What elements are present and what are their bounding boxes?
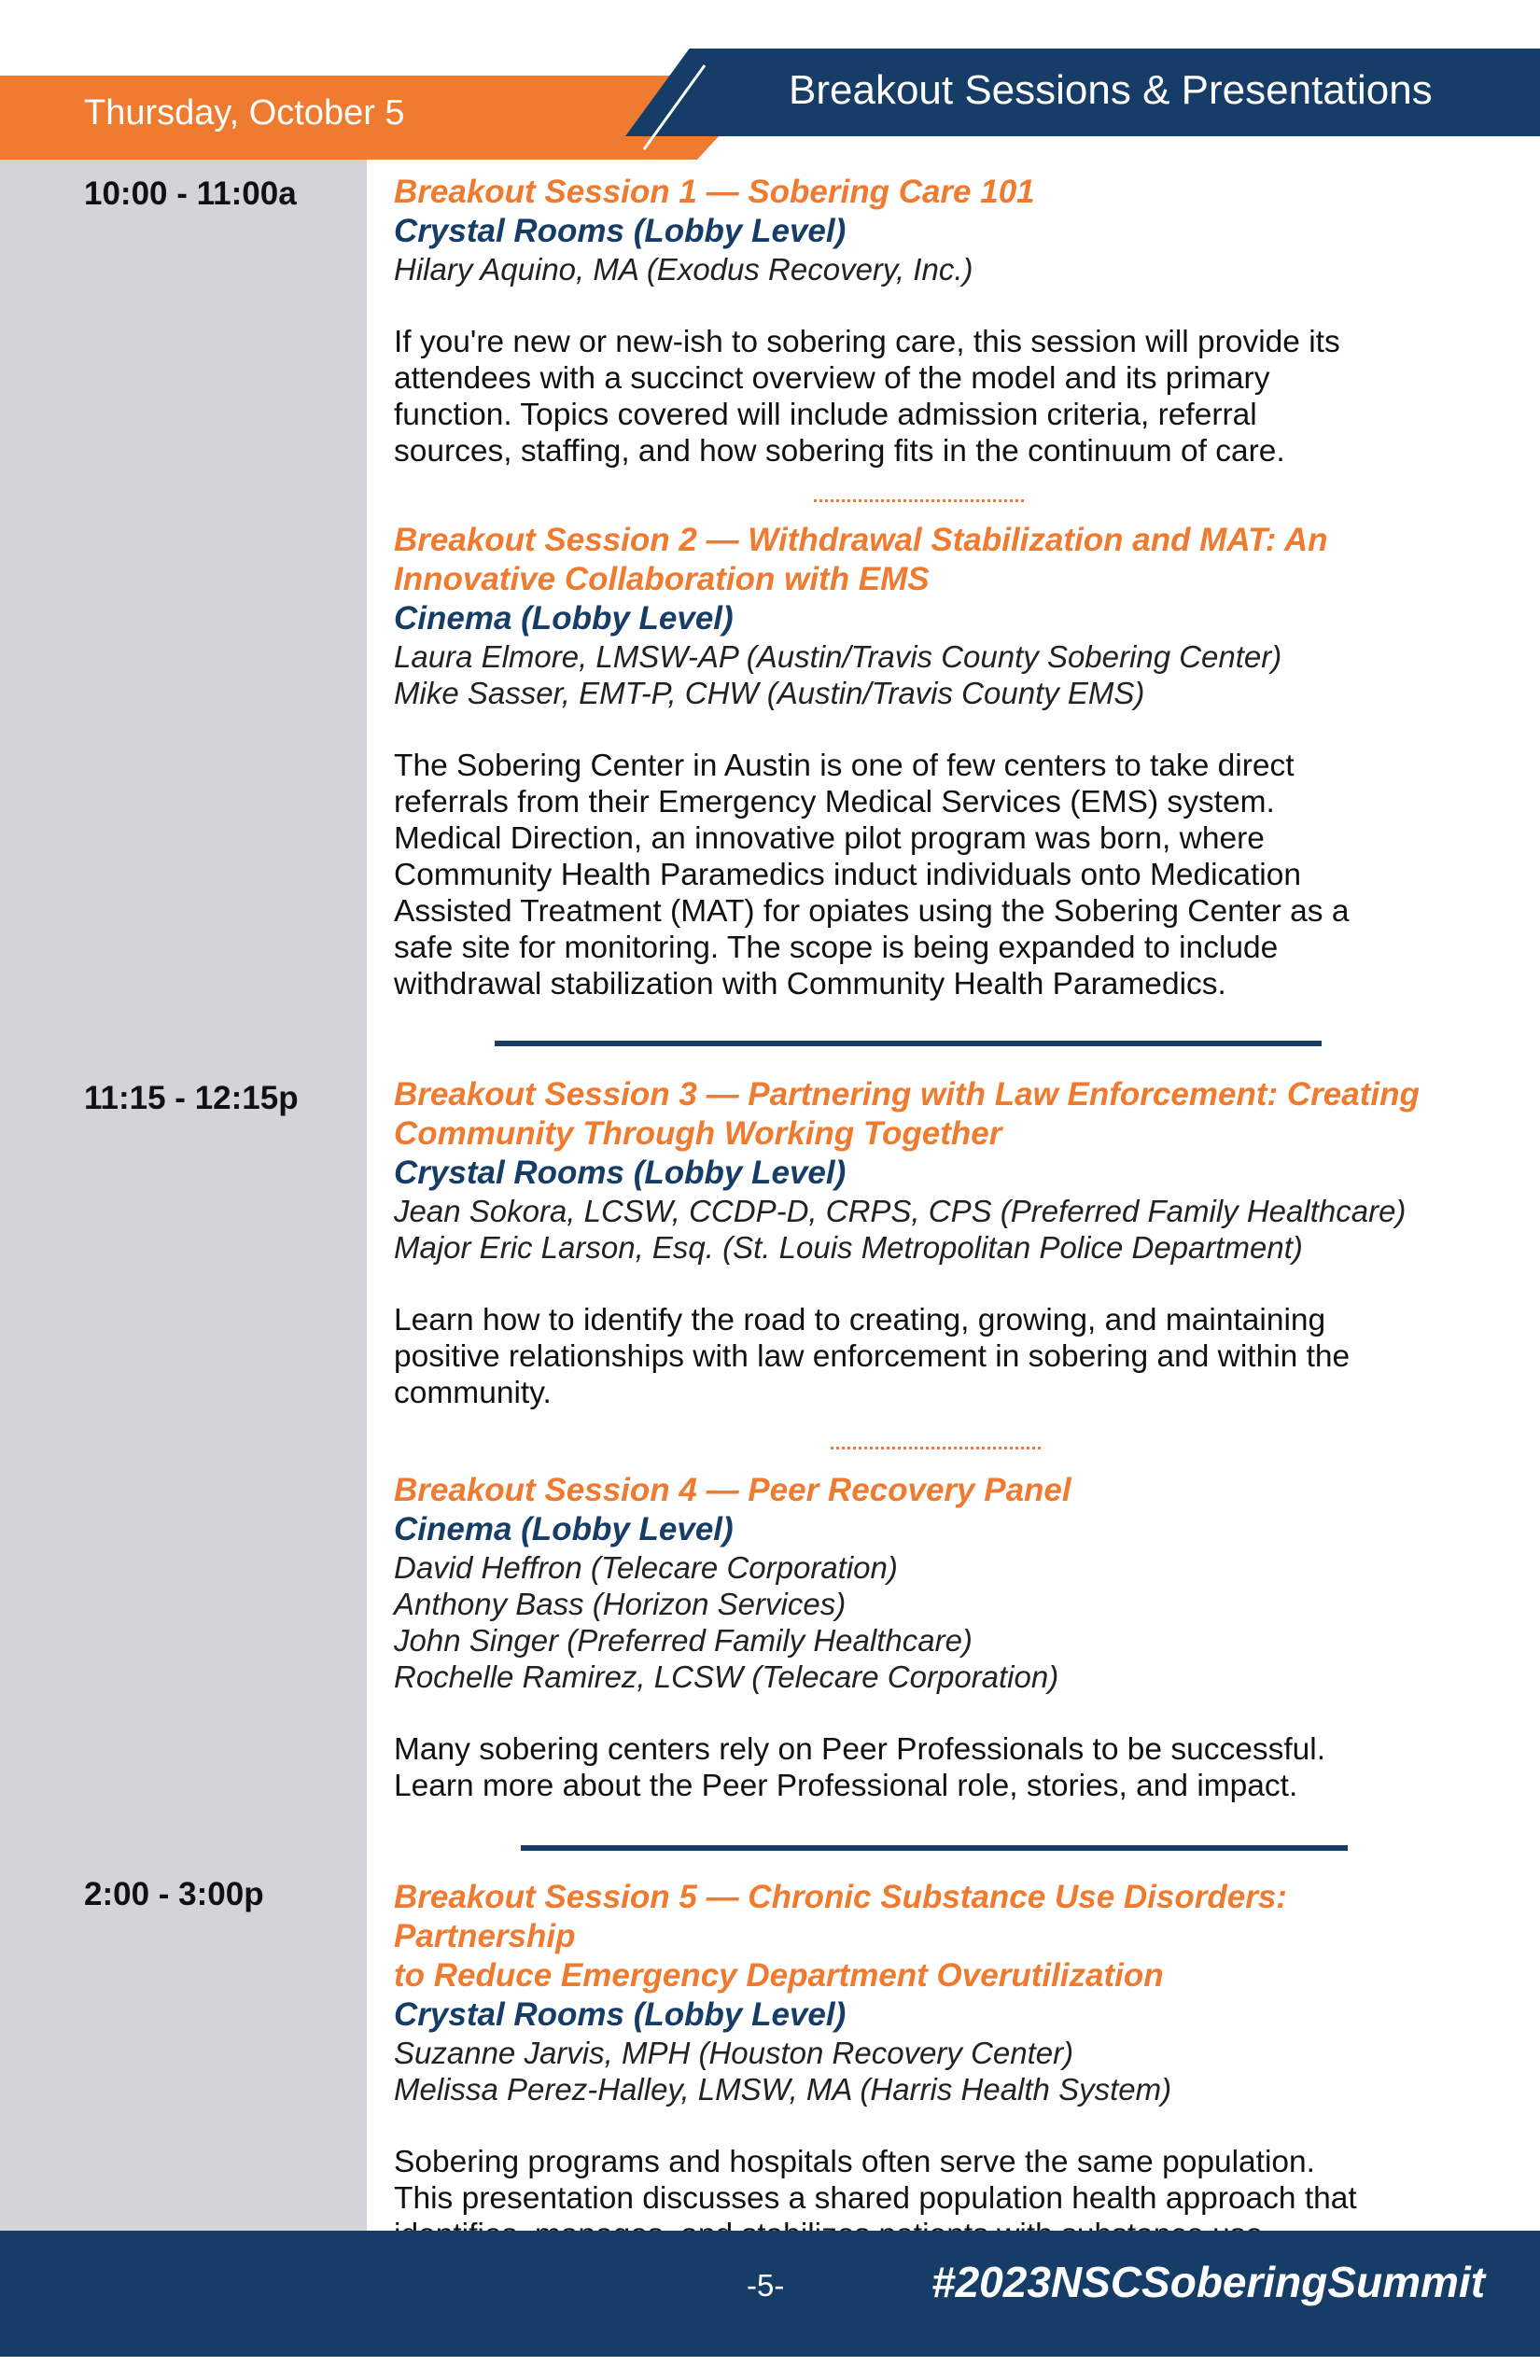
session-presenter: Rochelle Ramirez, LCSW (Telecare Corporation): [394, 1659, 1059, 1694]
session-presenter: Mike Sasser, EMT-P, CHW (Austin/Travis County EMS): [394, 676, 1145, 710]
session-presenter: Melissa Perez-Halley, LMSW, MA (Harris Health System): [394, 2072, 1172, 2107]
session-1: [394, 173, 1458, 469]
time-slot-3: 2:00 - 3:00p: [84, 1876, 264, 1912]
session-room: Cinema (Lobby Level): [394, 1511, 734, 1547]
session-presenter: Major Eric Larson, Esq. (St. Louis Metropolitan Police Department): [394, 1230, 1303, 1265]
event-hashtag: #2023NSCSoberingSummit: [931, 2258, 1486, 2306]
session-title: Breakout Session 4 — Peer Recovery Panel: [394, 1472, 1071, 1508]
page-number: -5-: [747, 2268, 785, 2303]
time-column-background: [0, 159, 367, 2231]
session-4: [394, 1471, 1458, 1804]
time-slot-2: 11:15 - 12:15p: [84, 1080, 299, 1116]
session-3: [394, 1075, 1458, 1411]
session-presenter: David Heffron (Telecare Corporation): [394, 1550, 898, 1585]
session-2: [394, 521, 1458, 1002]
time-slot-1: 10:00 - 11:00a: [84, 175, 297, 212]
session-separator-dotted: [831, 1447, 1041, 1449]
session-presenter: Jean Sokora, LCSW, CCDP-D, CRPS, CPS (Preferred Family Healthcare): [394, 1194, 1407, 1228]
session-title: Breakout Session 3 — Partnering with Law Enforcement: Creating Community Through Working Together: [394, 1076, 1420, 1152]
session-description: If you're new or new-ish to sobering care, this session will provide its attendees with a succinct overview of the model and its primary function. Topics covered will include admission criteria, referral sources, staffing, and how sobering fits in the continuum of care.: [394, 325, 1340, 469]
session-description: Learn how to identify the road to creating, growing, and maintaining positive relationships with law enforcement in sobering and within the community.: [394, 1303, 1351, 1410]
session-presenter: Suzanne Jarvis, MPH (Houston Recovery Center): [394, 2036, 1074, 2070]
session-5: [394, 1878, 1458, 2253]
session-description: The Sobering Center in Austin is one of few centers to take direct referrals from their Emergency Medical Services (EMS) system. Medical Direction, an innovative pilot program was born, where Community Health Paramedics induct individuals onto Medication Assisted Treatment (MAT) for opiates using the Sobering Center as a safe site for monitoring. The scope is being expanded to include withdrawal stabilization with Community Health Paramedics.: [394, 749, 1350, 1001]
session-room: Cinema (Lobby Level): [394, 600, 734, 637]
session-presenter: Hilary Aquino, MA (Exodus Recovery, Inc.): [394, 252, 973, 287]
header-title: Breakout Sessions & Presentations: [789, 67, 1433, 113]
session-presenter: Anthony Bass (Horizon Services): [394, 1587, 847, 1621]
session-title: Breakout Session 2 — Withdrawal Stabilization and MAT: An Innovative Collaboration with EMS: [394, 522, 1328, 597]
header-day: Thursday, October 5: [84, 93, 405, 133]
session-presenter: Laura Elmore, LMSW-AP (Austin/Travis County Sobering Center): [394, 639, 1282, 674]
session-presenter: John Singer (Preferred Family Healthcare): [394, 1623, 973, 1658]
session-title: Breakout Session 1 — Sobering Care 101: [394, 174, 1035, 210]
header-divider-slash: [635, 56, 737, 159]
session-separator-dotted: [814, 499, 1024, 502]
session-room: Crystal Rooms (Lobby Level): [394, 1155, 847, 1191]
session-description: Sobering programs and hospitals often serve the same population. This presentation discusses a shared population health approach that: [394, 2145, 1357, 2216]
session-room: Crystal Rooms (Lobby Level): [394, 1996, 847, 2033]
session-title: Breakout Session 5 — Chronic Substance Use Disorders: Partnership to Reduce Emergency Department Overutilization: [394, 1879, 1287, 1994]
session-room: Crystal Rooms (Lobby Level): [394, 213, 847, 249]
time-slot-divider: [495, 1041, 1322, 1046]
time-slot-divider: [521, 1845, 1348, 1851]
session-description: Many sobering centers rely on Peer Professionals to be successful. Learn more about the Peer Professional role, stories, and impact.: [394, 1732, 1326, 1803]
